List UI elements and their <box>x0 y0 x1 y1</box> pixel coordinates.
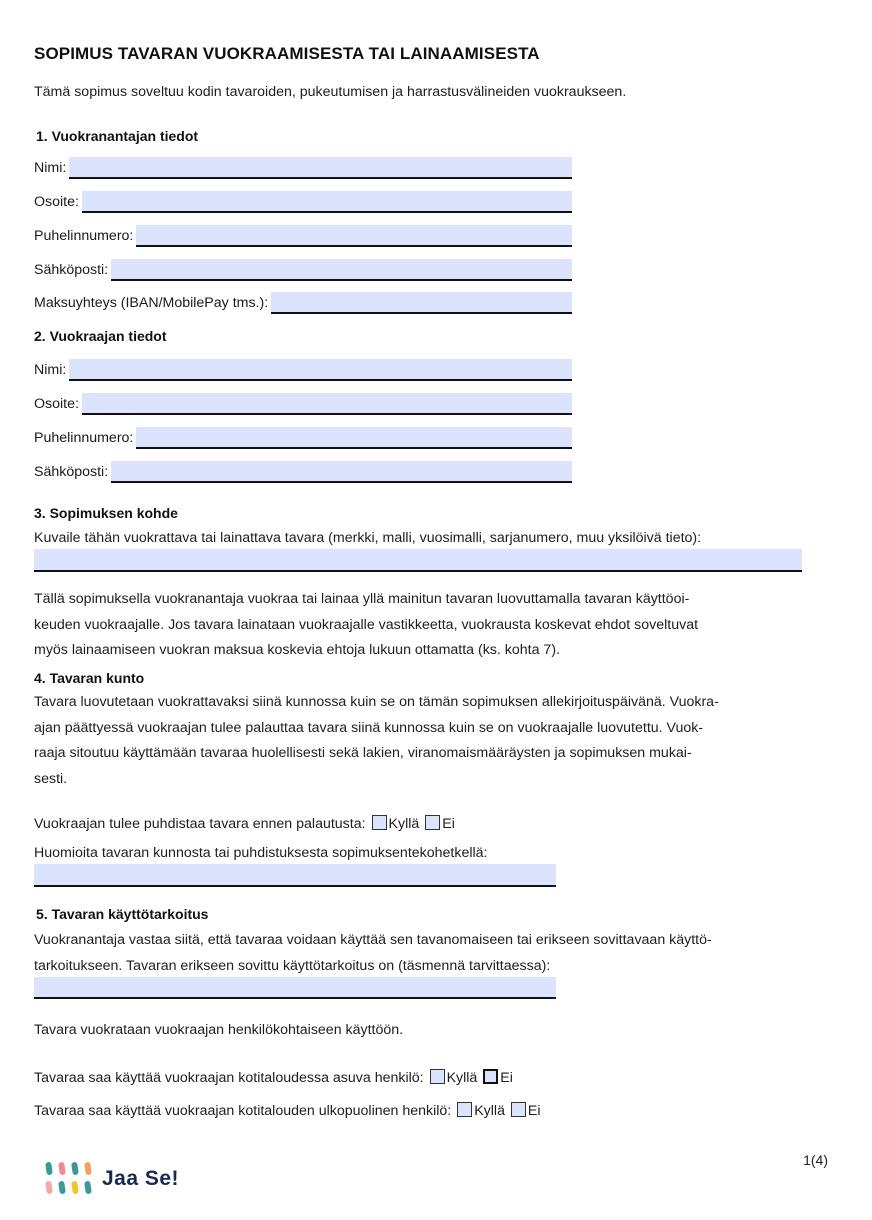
jaa-se-logo <box>46 1162 179 1196</box>
landlord-payment-row <box>34 290 572 314</box>
tenant-name-row <box>34 357 572 381</box>
tenant-email-row <box>34 459 572 483</box>
household-yes-checkbox[interactable] <box>430 1069 445 1084</box>
cleaning-question-label: Vuokraajan tulee puhdistaa tavara ennen palautusta: <box>34 816 366 832</box>
household-no-label: Ei <box>500 1070 513 1086</box>
paragraph-line: Tavara luovutetaan vuokrattavaksi siinä kunnossa kuin se on tämän sopimuksen allekirjoituspäivänä. Vuokra- <box>34 694 719 710</box>
outside-no-checkbox[interactable] <box>511 1102 526 1117</box>
tenant-address-input[interactable] <box>82 393 572 415</box>
item-description-prompt: Kuvaile tähän vuokrattava tai lainattava tavara (merkki, malli, vuosimalli, sarjanumero, muu yksilöivä tieto): <box>34 530 702 546</box>
section-3-paragraph <box>34 587 698 664</box>
tenant-phone-input[interactable] <box>136 427 572 449</box>
section-1-heading: 1. Vuokranantajan tiedot <box>36 128 199 144</box>
landlord-name-input[interactable] <box>69 157 572 179</box>
logo-dots-icon <box>46 1162 94 1196</box>
cleaning-yes-label: Kyllä <box>388 816 420 832</box>
household-question-label: Tavaraa saa käyttää vuokraajan kotitaloudessa asuva henkilö: <box>34 1070 424 1086</box>
document-title: SOPIMUS TAVARAN VUOKRAAMISESTA TAI LAINAAMISESTA <box>34 44 540 63</box>
condition-notes-label: Huomioita tavaran kunnosta tai puhdistuksesta sopimuksentekohetkellä: <box>34 845 488 861</box>
household-question-row <box>34 1068 513 1088</box>
paragraph-line: raaja sitoutuu käyttämään tavaraa huolellisesti sekä lakien, viranomaismääräysten ja sopimuksen mukai- <box>34 745 692 761</box>
personal-use-text: Tavara vuokrataan vuokraajan henkilökohtaiseen käyttöön. <box>34 1022 404 1038</box>
usage-purpose-input[interactable] <box>34 977 556 999</box>
paragraph-line: sesti. <box>34 770 68 787</box>
section-2-heading: 2. Vuokraajan tiedot <box>34 328 167 344</box>
item-description-input[interactable] <box>34 549 802 572</box>
page-number: 1(4) <box>803 1152 828 1168</box>
section-4-heading: 4. Tavaran kunto <box>34 670 145 686</box>
household-no-checkbox[interactable] <box>483 1069 498 1084</box>
logo-text: Jaa Se! <box>102 1167 180 1190</box>
outside-yes-checkbox[interactable] <box>457 1102 472 1117</box>
paragraph-line: myös lainaamiseen vuokran maksua koskevia ehtoja lukuun ottamatta (ks. kohta 7). <box>34 642 560 658</box>
outside-no-label: Ei <box>527 1103 541 1119</box>
cleaning-question-row <box>34 814 455 834</box>
landlord-address-row <box>34 189 572 213</box>
section-4-paragraph <box>34 690 719 792</box>
paragraph-line: Tällä sopimuksella vuokranantaja vuokraa tai lainaa yllä mainitun tavaran luovuttamalla tavaran käyttöoi- <box>34 591 690 607</box>
tenant-address-label: Osoite: <box>34 396 79 412</box>
section-3-heading: 3. Sopimuksen kohde <box>34 505 178 521</box>
tenant-name-input[interactable] <box>69 359 572 381</box>
landlord-address-label: Osoite: <box>34 194 79 210</box>
section-5-paragraph <box>34 928 712 979</box>
tenant-name-label: Nimi: <box>34 362 67 378</box>
intro-text: Tämä sopimus soveltuu kodin tavaroiden, pukeutumisen ja harrastusvälineiden vuokraukseen. <box>34 84 627 100</box>
landlord-name-row <box>34 155 572 179</box>
cleaning-no-checkbox[interactable] <box>425 815 440 830</box>
outside-yes-label: Kyllä <box>474 1103 505 1119</box>
paragraph-line: keuden vuokraajalle. Jos tavara lainataan vuokraajalle vastikkeetta, vuokrausta koskevat ehdot soveltuvat <box>34 616 699 633</box>
outside-question-row <box>34 1101 541 1121</box>
household-yes-label: Kyllä <box>446 1070 478 1086</box>
tenant-email-label: Sähköposti: <box>34 464 109 480</box>
landlord-phone-label: Puhelinnumero: <box>34 228 134 244</box>
landlord-address-input[interactable] <box>82 191 572 213</box>
landlord-payment-label: Maksuyhteys (IBAN/MobilePay tms.): <box>34 295 269 311</box>
landlord-email-row <box>34 257 572 281</box>
paragraph-line: ajan päättyessä vuokraajan tulee palauttaa tavara siinä kunnossa kuin se on vuokraajalle luovutettu. Vuok- <box>34 719 704 736</box>
section-5-heading: 5. Tavaran käyttötarkoitus <box>36 906 209 922</box>
landlord-phone-row <box>34 223 572 247</box>
tenant-address-row <box>34 391 572 415</box>
landlord-email-input[interactable] <box>111 259 572 281</box>
paragraph-line: tarkoitukseen. Tavaran erikseen sovittu käyttötarkoitus on (täsmennä tarvittaessa): <box>34 957 551 974</box>
cleaning-no-label: Ei <box>442 816 455 832</box>
paragraph-line: Vuokranantaja vastaa siitä, että tavaraa voidaan käyttää sen tavanomaiseen tai erikseen sovittavaan käyttö- <box>34 932 712 948</box>
landlord-name-label: Nimi: <box>34 160 67 176</box>
tenant-phone-label: Puhelinnumero: <box>34 430 134 446</box>
landlord-payment-input[interactable] <box>271 292 572 314</box>
cleaning-yes-checkbox[interactable] <box>372 815 387 830</box>
tenant-email-input[interactable] <box>111 461 572 483</box>
condition-notes-input[interactable] <box>34 864 556 887</box>
landlord-phone-input[interactable] <box>136 225 572 247</box>
landlord-email-label: Sähköposti: <box>34 262 109 278</box>
tenant-phone-row <box>34 425 572 449</box>
outside-question-label: Tavaraa saa käyttää vuokraajan kotitalouden ulkopuolinen henkilö: <box>34 1103 452 1119</box>
